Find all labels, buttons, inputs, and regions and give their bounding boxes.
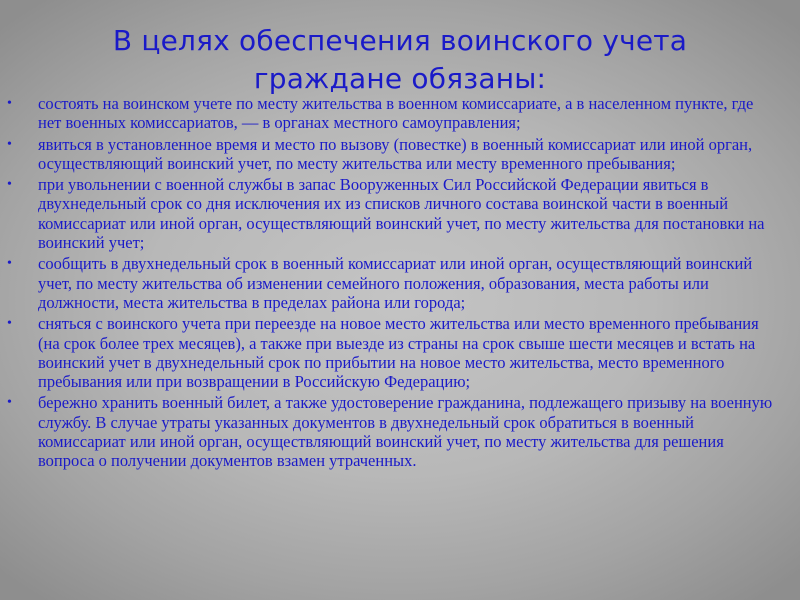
bullet-item: [0, 254, 790, 312]
slide-title-line-2: граждане обязаны:: [253, 62, 547, 95]
bullet-dot-icon: •: [7, 96, 12, 111]
bullet-item: [0, 175, 790, 252]
bullet-dot-icon: •: [7, 256, 12, 272]
bullet-list: [0, 94, 790, 473]
bullet-text: при увольнении с военной службы в запас Вооруженных Сил Российской Федерации явиться в двухнедельный срок со дня исключения их из списков личного состава воинской части в военный комиссариат или иной орган, осуществляющий воинский учет, по месту жительства для постановки на воинский учет;: [38, 175, 765, 253]
bullet-text: сняться с воинского учета при переезде на новое место жительства или место временного пребывания (на срок более трех месяцев), а также при выезде из страны на срок свыше шести месяцев и встать на воинский учет в двухнедельный срок по прибытии на новое место жительства, место временного пребывания или при возвращении в Российскую Федерацию;: [38, 314, 759, 392]
bullet-dot-icon: •: [7, 136, 12, 152]
bullet-text: сообщить в двухнедельный срок в военный комиссариат или иной орган, осуществляющий воинский учет, по месту жительства об изменении семейного положения, образования, места работы или должности, места жительства в пределах района или города;: [38, 254, 753, 312]
slide-title: [40, 22, 760, 98]
bullet-dot-icon: •: [7, 316, 12, 332]
bullet-item: [0, 135, 790, 174]
bullet-text: состоять на воинском учете по месту жительства в военном комиссариате, а в населенном пункте, где нет военных комиссариатов, — в органах местного самоуправления;: [38, 94, 754, 133]
bullet-item: [0, 393, 790, 470]
bullet-item: [0, 94, 790, 133]
bullet-item: [0, 314, 790, 391]
bullet-dot-icon: •: [7, 177, 12, 193]
slide-title-line-1: В целях обеспечения воинского учета: [112, 24, 688, 57]
bullet-text: явиться в установленное время и место по вызову (повестке) в военный комиссариат или иной орган, осуществляющий воинский учет, по месту жительства или месту временного пребывания;: [38, 134, 753, 173]
bullet-text: бережно хранить военный билет, а также удостоверение гражданина, подлежащего призыву на военную службу. В случае утраты указанных документов в двухнедельный срок обратиться в военный комиссариат или иной орган, осуществляющий воинский учет, по месту жительства для решения вопроса о получении документов взамен утраченных.: [38, 393, 773, 471]
bullet-dot-icon: •: [7, 395, 12, 411]
